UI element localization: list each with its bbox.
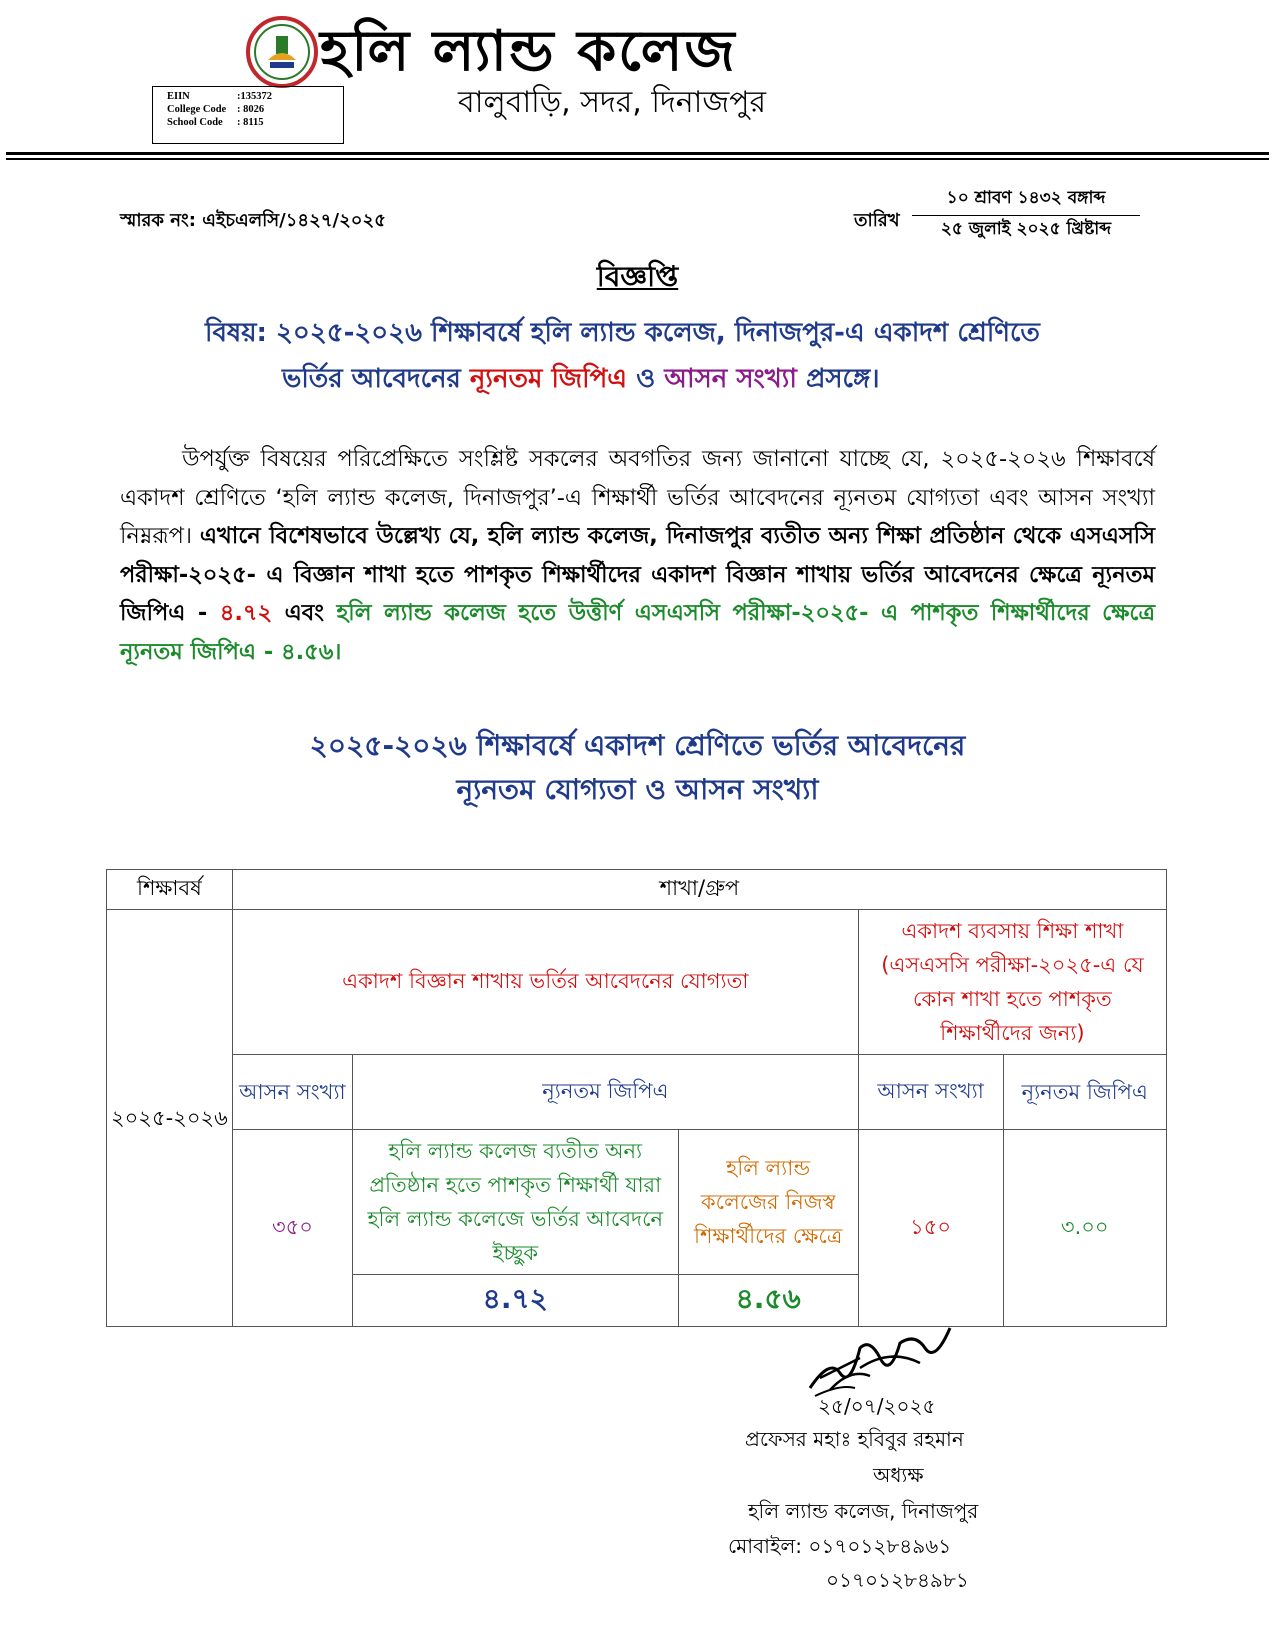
code-row bbox=[167, 116, 343, 129]
college-name: হলি ল্যান্ড কলেজ bbox=[320, 19, 737, 84]
business-seats: ১৫০ bbox=[858, 1130, 1003, 1327]
body-emphasis: এখানে বিশেষভাবে উল্লেখ্য যে, হলি ল্যান্ড কলেজ, দিনাজপুর ব্যতীত অন্য শিক্ষা প্রতিষ্ঠান থেকে এসএসসি পরীক্ষা-২০২৫- এ বিজ্ঞান শাখা হতে পাশকৃত শিক্ষার্থীদের একাদশ বিজ্ঞান শাখায় ভর্তির আবেদনের ক্ষেত্রে ন্যূনতম জিপিএ - bbox=[120, 523, 1155, 626]
science-gpa-label: ন্যূনতম জিপিএ bbox=[353, 1055, 859, 1130]
notice-title bbox=[0, 255, 1275, 302]
body-own-students: হলি ল্যান্ড কলেজ হতে উত্তীর্ণ এসএসসি পরীক্ষা-২০২৫- এ পাশকৃত শিক্ষার্থীদের ক্ষেত্রে ন্যূনতম জিপিএ - ৪.৫৬। bbox=[120, 600, 1155, 665]
subject-line-2 bbox=[282, 358, 880, 402]
college-address: বালুবাড়ি, সদর, দিনাজপুর bbox=[458, 85, 767, 120]
header-year: শিক্ষাবর্ষ bbox=[107, 870, 233, 910]
academic-year: ২০২৫-২০২৬ bbox=[107, 910, 233, 1327]
principal-signature-icon bbox=[800, 1318, 960, 1398]
business-gpa-label: ন্যূনতম জিপিএ bbox=[1003, 1055, 1167, 1130]
subject-min-gpa: ন্যূনতম জিপিএ bbox=[469, 364, 628, 394]
table-row bbox=[107, 1055, 1167, 1130]
other-institution-gpa: ৪.৭২ bbox=[353, 1275, 679, 1327]
science-seats: ৩৫০ bbox=[232, 1130, 352, 1327]
code-label: EIIN bbox=[167, 91, 190, 102]
signature-date: ২৫/০৭/২০২৫ bbox=[818, 1394, 936, 1418]
science-seats-label: আসন সংখ্যা bbox=[232, 1055, 352, 1130]
principal-name: প্রফেসর মহাঃ হবিবুর রহমান bbox=[745, 1427, 964, 1451]
subject-seats: আসন সংখ্যা bbox=[664, 364, 797, 394]
date-bangla: ১০ শ্রাবণ ১৪৩২ বঙ্গাব্দ bbox=[912, 185, 1140, 216]
own-students-gpa: ৪.৫৬ bbox=[678, 1275, 858, 1327]
admission-table bbox=[106, 869, 1167, 1327]
own-students-criteria: হলি ল্যান্ড কলেজের নিজস্ব শিক্ষার্থীদের ক্ষেত্রে bbox=[678, 1130, 858, 1275]
body-gpa-other: ৪.৭২ bbox=[219, 600, 273, 626]
college-logo-icon bbox=[246, 16, 318, 88]
subject-text: ভর্তির আবেদনের bbox=[282, 364, 470, 394]
memo-reference: স্মারক নং: এইচএলসি/১৪২৭/২০২৫ bbox=[120, 210, 386, 231]
header-divider bbox=[6, 152, 1269, 155]
header-group: শাখা/গ্রুপ bbox=[232, 870, 1166, 910]
code-row bbox=[167, 90, 343, 103]
notice-body bbox=[120, 440, 1155, 671]
code-label: College Code bbox=[167, 104, 227, 115]
table-row bbox=[107, 910, 1167, 1055]
date-label: তারিখ bbox=[854, 210, 900, 231]
subject-text: ও bbox=[627, 364, 665, 394]
notice-title-text: বিজ্ঞপ্তি bbox=[596, 260, 679, 293]
table-heading-line-1: ২০২৫-২০২৬ শিক্ষাবর্ষে একাদশ শ্রেণিতে ভর্তির আবেদনের bbox=[309, 729, 966, 762]
principal-designation: অধ্যক্ষ bbox=[873, 1463, 924, 1487]
mobile-number-1: ০১৭০১২৮৪৯৬১ bbox=[808, 1534, 952, 1558]
mobile-number-2: ০১৭০১২৮৪৯৮১ bbox=[826, 1568, 969, 1592]
business-gpa: ৩.০০ bbox=[1003, 1130, 1167, 1327]
code-value: :135372 bbox=[237, 91, 272, 102]
table-row bbox=[107, 870, 1167, 910]
principal-institution: হলি ল্যান্ড কলেজ, দিনাজপুর bbox=[748, 1499, 979, 1523]
body-and: এবং bbox=[272, 600, 337, 626]
other-institution-criteria: হলি ল্যান্ড কলেজ ব্যতীত অন্য প্রতিষ্ঠান হতে পাশকৃত শিক্ষার্থী যারা হলি ল্যান্ড কলেজে ভর্তির আবেদনে ইচ্ছুক bbox=[353, 1130, 679, 1275]
subject-line-1: বিষয়: ২০২৫-২০২৬ শিক্ষাবর্ষে হলি ল্যান্ড কলেজ, দিনাজপুর-এ একাদশ শ্রেণিতে bbox=[205, 318, 1040, 348]
code-label: School Code bbox=[167, 117, 223, 128]
header-divider-thin bbox=[6, 158, 1269, 160]
date-english: ২৫ জুলাই ২০২৫ খ্রিষ্টাব্দ bbox=[940, 219, 1112, 239]
business-title: একাদশ ব্যবসায় শিক্ষা শাখা (এসএসসি পরীক্ষা-২০২৫-এ যে কোন শাখা হতে পাশকৃত শিক্ষার্থীদের জন্য) bbox=[858, 910, 1166, 1055]
subject-text: প্রসঙ্গে। bbox=[796, 364, 880, 394]
business-seats-label: আসন সংখ্যা bbox=[858, 1055, 1003, 1130]
mobile-label: মোবাইল: bbox=[728, 1534, 809, 1558]
code-value: : 8115 bbox=[237, 117, 264, 128]
table-row bbox=[107, 1130, 1167, 1275]
body-intro: উপর্যুক্ত বিষয়ের পরিপ্রেক্ষিতে সংশ্লিষ্ট সকলের অবগতির জন্য জানানো যাচ্ছে যে, ২০২৫-২০২৬ শিক্ষাবর্ষে একাদশ শ্রেণিতে ‘হলি ল্যান্ড কলেজ, দিনাজপুর’-এ শিক্ষার্থী ভর্তির আবেদনের ন্যূনতম যোগ্যতা এবং আসন সংখ্যা নিম্নরূপ। bbox=[120, 446, 1155, 549]
mobile-line bbox=[728, 1532, 951, 1565]
science-title: একাদশ বিজ্ঞান শাখায় ভর্তির আবেদনের যোগ্যতা bbox=[232, 910, 858, 1055]
institution-codes-box bbox=[152, 86, 344, 144]
table-heading-line-2: ন্যূনতম যোগ্যতা ও আসন সংখ্যা bbox=[456, 773, 819, 806]
code-value: : 8026 bbox=[237, 104, 265, 115]
code-row bbox=[167, 103, 343, 116]
